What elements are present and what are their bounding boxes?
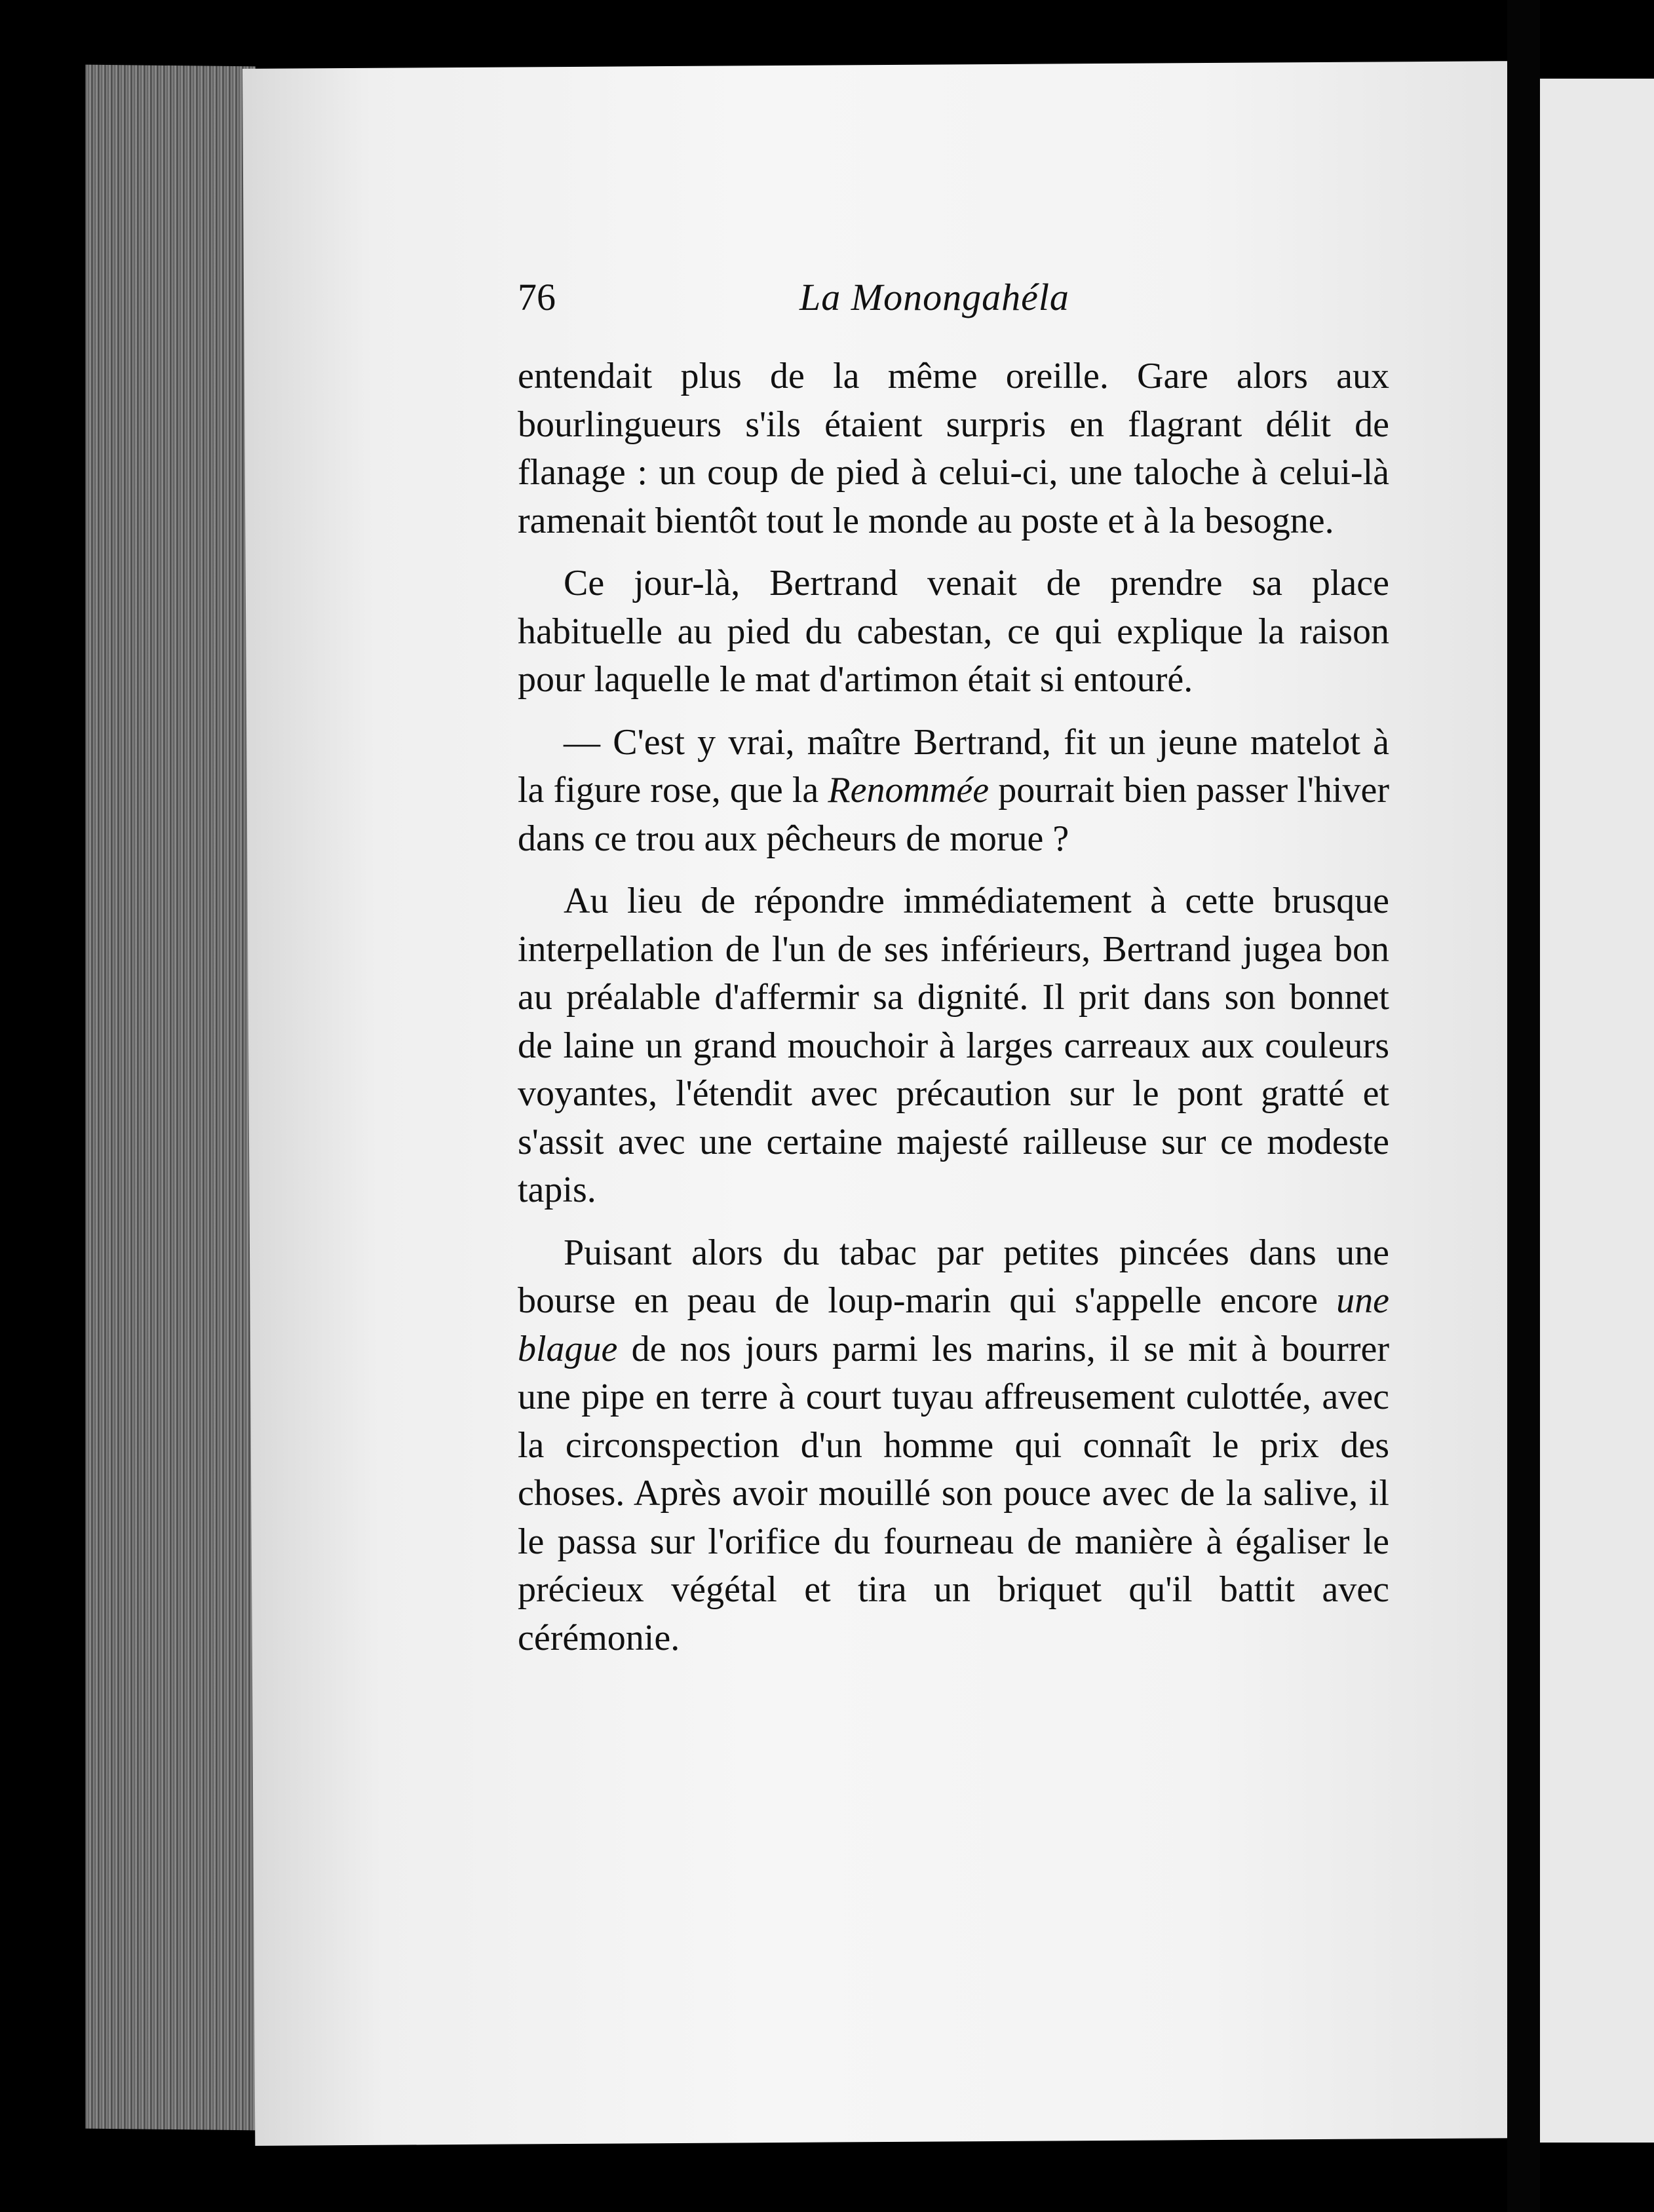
page-number: 76: [518, 276, 556, 318]
book-gutter: [1507, 0, 1540, 2212]
running-title: La Monongahéla: [799, 276, 1069, 318]
dialogue-paragraph: [518, 719, 1389, 864]
ship-name: Renommée: [828, 770, 990, 810]
paragraph: [518, 1229, 1389, 1663]
paragraph-text: entendait plus de la même oreille. Gare alors aux bourlingueurs s'ils étaient surpris en flagrant délit de flanage : un coup de pied à celui-ci, une taloche à celui-là ramenait bientôt tout le monde au poste et à la besogne.: [518, 356, 1389, 541]
paragraph-text: Ce jour-là, Bertrand venait de prendre sa place habituelle au pied du cabestan, ce qui explique la raison pour laquelle le mat d'artimon était si entouré.: [518, 563, 1389, 700]
paragraph: [518, 353, 1389, 545]
italic-term: une blague: [518, 1280, 1389, 1369]
paragraph-text-before: Puisant alors du tabac par petites pincées dans une bourse en peau de loup-marin qui s'appelle encore: [518, 1232, 1389, 1321]
paragraph: [518, 877, 1389, 1215]
paragraph-text-before: — C'est y vrai, maître Bertrand, fit un jeune matelot à la figure rose, que la: [518, 721, 1389, 810]
paragraph-text-after: de nos jours parmi les marins, il se mit à bourrer une pipe en terre à court tuyau affreusement culottée, avec la circonspection d'un homme qui connaît le prix des choses. Après avoir mouillé son pouce avec de la salive, il le passa sur l'orifice du fourneau de manière à égaliser le précieux végétal et tira un briquet qu'il battit avec cérémonie.: [518, 1328, 1389, 1658]
body-text: [518, 353, 1389, 1677]
page-header: [518, 275, 1370, 328]
page-edges-stack: [85, 65, 256, 2131]
paragraph-text: Au lieu de répondre immédiatement à cette brusque interpellation de l'un de ses inférieurs, Bertrand jugea bon au préalable d'affermir sa dignité. Il prit dans son bonnet de laine un grand mouchoir à larges carreaux aux couleurs voyantes, l'étendit avec précaution sur le pont gratté et s'assit avec une certaine majesté railleuse sur ce modeste tapis.: [518, 881, 1389, 1210]
paragraph: [518, 560, 1389, 704]
facing-page-edge: [1540, 79, 1654, 2143]
paragraph-text-after: pourrait bien passer l'hiver dans ce trou aux pêcheurs de morue ?: [518, 770, 1389, 859]
